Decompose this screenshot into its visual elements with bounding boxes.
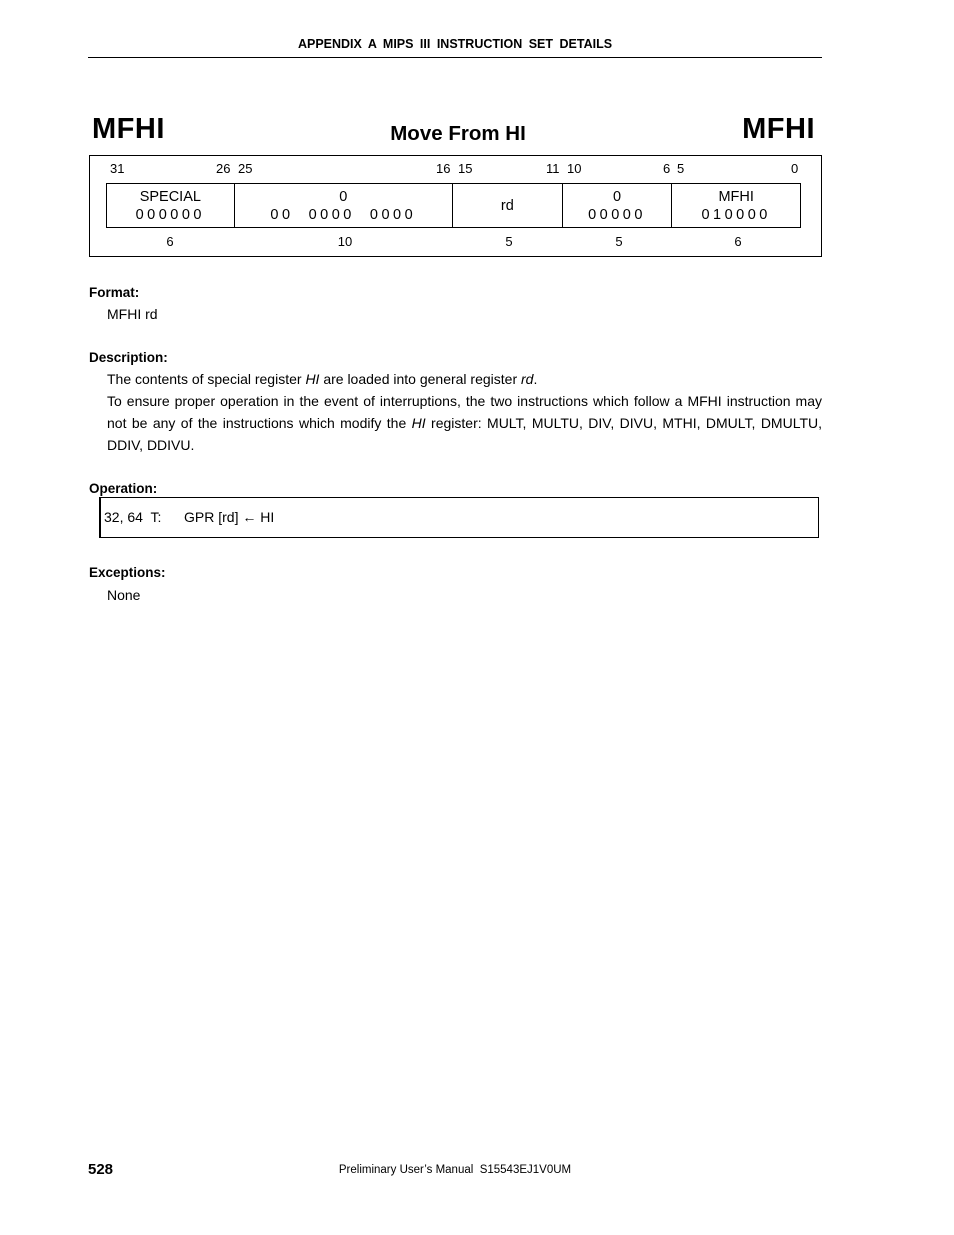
- field-bits: 00000: [588, 206, 646, 223]
- operation-mode: 32, 64 T:: [104, 509, 162, 525]
- bit-number: 0: [791, 161, 799, 176]
- description-body: [107, 368, 822, 456]
- instruction-name: Move From HI: [390, 122, 526, 145]
- bit-number: 31: [110, 161, 125, 176]
- text-run: are loaded into general register: [319, 371, 522, 387]
- bit-number: 6: [663, 161, 671, 176]
- mnemonic-right: MFHI: [742, 113, 815, 145]
- description-paragraph: [107, 390, 822, 456]
- register-rd: rd: [521, 371, 534, 387]
- text-run: The contents of special register: [107, 371, 306, 387]
- running-header: APPENDIX A MIPS III INSTRUCTION SET DETAILS: [297, 37, 613, 51]
- bit-number: 11: [546, 161, 560, 176]
- bit-number: 5: [677, 161, 685, 176]
- field-bits: 000000: [135, 206, 205, 223]
- page-number: 528: [88, 1161, 114, 1178]
- field-rd: [453, 184, 563, 227]
- field-special: [107, 184, 235, 227]
- bit-number: 10: [567, 161, 582, 176]
- operation-heading: Operation:: [89, 481, 158, 496]
- register-hi: HI: [411, 415, 426, 431]
- bit-number: 15: [458, 161, 473, 176]
- format-text: MFHI rd: [107, 306, 158, 322]
- mnemonic-left: MFHI: [92, 113, 165, 145]
- field-width: 5: [505, 234, 513, 249]
- text-run: To ensure proper operation in the event of interruptions, the two instructions which follow a MFHI instruction may not be any of the instructions which modify the: [107, 393, 822, 431]
- field-width: 5: [615, 234, 623, 249]
- description-paragraph: [107, 368, 822, 390]
- field-name: rd: [500, 197, 514, 214]
- text-run: .: [533, 371, 538, 387]
- bit-number: 16: [436, 161, 451, 176]
- encoding-table: [106, 183, 801, 228]
- exceptions-text: None: [107, 587, 141, 603]
- bit-number: 26: [216, 161, 231, 176]
- footer-manual-title: Preliminary User’s Manual S15543EJ1V0UM: [338, 1164, 572, 1176]
- description-heading: Description:: [89, 350, 168, 365]
- field-zero-10: [235, 184, 453, 227]
- field-name: 0: [339, 188, 348, 205]
- field-width: 6: [734, 234, 742, 249]
- field-bits: 010000: [701, 206, 771, 223]
- header-rule: [88, 57, 822, 58]
- exceptions-heading: Exceptions:: [89, 565, 166, 580]
- field-width: 6: [166, 234, 174, 249]
- field-zero-5: [563, 184, 673, 227]
- field-name: 0: [612, 188, 622, 205]
- text-run: register: MULT, MULTU, DIV, DIVU, MTHI, DMULT, DMULTU, DDIV, DDIVU.: [107, 415, 822, 453]
- format-heading: Format:: [89, 285, 140, 300]
- field-function: [672, 184, 800, 227]
- bit-number: 25: [238, 161, 253, 176]
- operation-expression: GPR [rd] ← HI: [184, 509, 275, 525]
- register-hi: HI: [305, 371, 320, 387]
- field-name: SPECIAL: [139, 188, 201, 205]
- field-width: 10: [337, 234, 353, 249]
- field-bits: 00 0000 0000: [270, 206, 417, 223]
- field-name: MFHI: [718, 188, 754, 205]
